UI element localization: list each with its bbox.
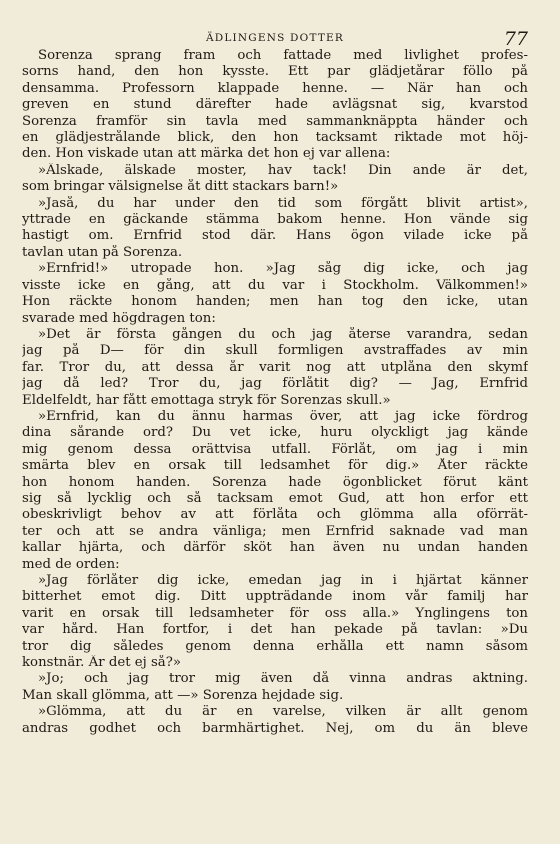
text-line: varit en orsak till ledsamheter för oss alla.» Ynglingens ton xyxy=(22,605,528,621)
text-line: »Jo; och jag tror mig även då vinna andras aktning. xyxy=(38,671,528,687)
text-line: jag då led? Tror du, jag förlåtit dig? — Jag, Ernfrid xyxy=(22,376,528,392)
text-line: greven en stund därefter hade avlägsnat sig, kvarstod xyxy=(22,97,528,113)
text-line: densamma. Professorn klappade henne. — När han och xyxy=(22,80,528,96)
text-line: far. Tror du, att dessa år varit nog att utplåna den skymf xyxy=(22,359,528,375)
text-line: »Ernfrid!» utropade hon. »Jag såg dig icke, och jag xyxy=(38,261,528,277)
body-text xyxy=(22,48,528,737)
text-line: andras godhet och barmhärtighet. Nej, om du än bleve xyxy=(22,720,528,736)
text-line: »Det är första gången du och jag återse varandra, sedan xyxy=(38,326,528,342)
text-line: »Jaså, du har under den tid som förgått blivit artist», xyxy=(38,195,528,211)
text-line: »Ernfrid, kan du ännu harmas över, att jag icke fördrog xyxy=(38,408,528,424)
text-line: sig så lycklig och så tacksam emot Gud, att hon erfor ett xyxy=(22,490,528,506)
text-line: yttrade en gäckande stämma bakom henne. Hon vände sig xyxy=(22,212,528,228)
text-line: »Älskade, älskade moster, hav tack! Din ande är det, xyxy=(38,162,528,178)
page-number: 77 xyxy=(503,28,528,50)
text-line: »Glömma, att du är en varelse, vilken är allt genom xyxy=(38,704,528,720)
text-line: Man skall glömma, att —» Sorenza hejdade sig. xyxy=(22,687,344,703)
text-line: dina sårande ord? Du vet icke, huru olyckligt jag kände xyxy=(22,425,528,441)
text-line: ter och att se andra vänliga; men Ernfrid saknade vad man xyxy=(22,523,528,539)
text-line: hon honom handen. Sorenza hade ögonblicket förut känt xyxy=(22,474,528,490)
text-line: kallar hjärta, och därför sköt han även nu undan handen xyxy=(22,540,528,556)
text-line: med de orden: xyxy=(22,556,120,572)
text-line: bitterhet emot dig. Ditt uppträdande inom vår familj har xyxy=(22,589,528,605)
text-line: Sorenza framför sin tavla med sammanknäppta händer och xyxy=(22,113,528,129)
text-line: sorns hand, den hon kysste. Ett par glädjetårar föllo på xyxy=(22,64,528,80)
text-line: tror dig således genom denna erhålla ett namn såsom xyxy=(22,638,528,654)
text-line: obeskrivligt behov av att förlåta och glömma alla oförrät- xyxy=(22,507,528,523)
text-line: tavlan utan på Sorenza. xyxy=(22,244,183,260)
text-line: mig genom dessa orättvisa utfall. Förlåt, om jag i min xyxy=(22,441,528,457)
text-line: visste icke en gång, att du var i Stockholm. Välkommen!» xyxy=(22,277,528,293)
text-line: den. Hon viskade utan att märka det hon ej var allena: xyxy=(22,146,391,162)
text-line: Eldelfeldt, har fått emottaga stryk för Sorenzas skull.» xyxy=(22,392,391,408)
text-line: Hon räckte honom handen; men han tog den icke, utan xyxy=(22,294,528,310)
text-line: en glädjestrålande blick, den hon tacksamt riktade mot höj- xyxy=(22,130,528,146)
text-line: svarade med högdragen ton: xyxy=(22,310,216,326)
text-line: Sorenza sprang fram och fattade med livlighet profes- xyxy=(38,48,528,63)
text-line: som bringar välsignelse åt ditt stackars barn!» xyxy=(22,179,339,195)
text-line: smärta blev en orsak till ledsamhet för dig.» Åter räckte xyxy=(22,458,528,474)
text-line: var hård. Han fortfor, i det han pekade på tavlan: »Du xyxy=(22,622,528,638)
text-line: jag på D— för din skull formligen avstraffades av min xyxy=(22,343,528,359)
text-line: »Jag förlåter dig icke, emedan jag in i hjärtat känner xyxy=(38,573,528,588)
text-line: hastigt om. Ernfrid stod där. Hans ögon vilade icke på xyxy=(22,228,528,244)
running-title: ÄDLINGENS DOTTER xyxy=(205,32,345,44)
text-line: konstnär. Är det ej så?» xyxy=(22,655,182,671)
